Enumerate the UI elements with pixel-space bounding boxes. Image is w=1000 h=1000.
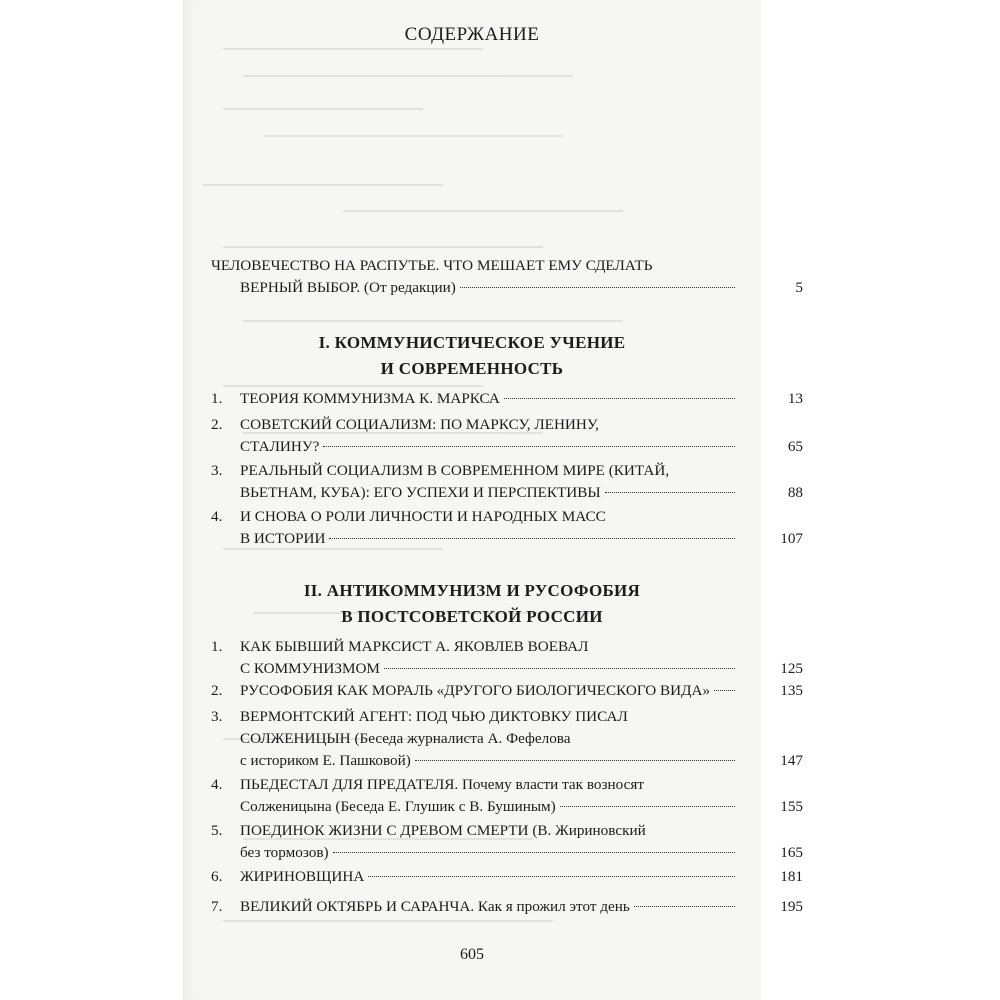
- toc-page-number: 147: [780, 752, 803, 769]
- toc-entry-text: РУСОФОБИЯ КАК МОРАЛЬ «ДРУГОГО БИОЛОГИЧЕСКОГО ВИДА»: [240, 682, 711, 699]
- toc-entry: [211, 896, 803, 918]
- section-heading-line: В ПОСТСОВЕТСКОЙ РОССИИ: [341, 607, 603, 626]
- toc-entry: [211, 506, 803, 550]
- dot-leader: [323, 446, 735, 447]
- toc-page-number: 88: [787, 484, 803, 501]
- toc-page-number: 195: [780, 898, 803, 915]
- section-heading: [183, 330, 761, 382]
- toc-entry-text: ВЕРМОНТСКИЙ АГЕНТ: ПОД ЧЬЮ ДИКТОВКУ ПИСАЛ: [240, 708, 628, 725]
- toc-page-number: 155: [780, 798, 803, 815]
- toc-page-number: 107: [780, 530, 803, 547]
- toc-entry-number: 3.: [211, 462, 223, 479]
- toc-entry-text: СОЛЖЕНИЦЫН (Беседа журналиста А. Фефелова: [240, 730, 571, 747]
- toc-entry-number: 1.: [211, 638, 223, 655]
- toc-page-number: 181: [780, 868, 803, 885]
- toc-entry-text: ПОЕДИНОК ЖИЗНИ С ДРЕВОМ СМЕРТИ (В. Жириновский: [240, 822, 646, 839]
- toc-page-number: 13: [787, 390, 803, 407]
- dot-leader: [368, 876, 735, 877]
- toc-entry-text: С КОММУНИЗМОМ: [240, 660, 380, 677]
- dot-leader: [560, 806, 735, 807]
- toc-entry-intro: [211, 255, 803, 299]
- toc-entry-text: КАК БЫВШИЙ МАРКСИСТ А. ЯКОВЛЕВ ВОЕВАЛ: [240, 638, 589, 655]
- toc-entry: [211, 866, 803, 888]
- dot-leader: [504, 398, 735, 399]
- toc-entry-number: 4.: [211, 776, 223, 793]
- toc-entry-text: ВЕРНЫЙ ВЫБОР. (От редакции): [240, 279, 456, 296]
- toc-page-number: 165: [780, 844, 803, 861]
- toc-entry-text: СОВЕТСКИЙ СОЦИАЛИЗМ: ПО МАРКСУ, ЛЕНИНУ,: [240, 416, 599, 433]
- toc-entry-text: без тормозов): [240, 844, 329, 861]
- toc-entry-text: ТЕОРИЯ КОММУНИЗМА К. МАРКСА: [240, 390, 500, 407]
- dot-leader: [634, 906, 735, 907]
- toc-entry-text: с историком Е. Пашковой): [240, 752, 411, 769]
- toc-entry-text: В ИСТОРИИ: [240, 530, 326, 547]
- toc-entry-text: СТАЛИНУ?: [240, 438, 320, 455]
- toc-entry-text: ВЬЕТНАМ, КУБА): ЕГО УСПЕХИ И ПЕРСПЕКТИВЫ: [240, 484, 601, 501]
- book-page: [183, 0, 803, 1000]
- toc-entry: [211, 706, 803, 772]
- page-title: СОДЕРЖАНИЕ: [404, 24, 540, 45]
- toc-page-number: 125: [780, 660, 803, 677]
- toc-entry: [211, 414, 803, 458]
- toc-entry: [211, 680, 803, 702]
- toc-entry-number: 2.: [211, 416, 223, 433]
- toc-entry-number: 4.: [211, 508, 223, 525]
- dot-leader: [415, 760, 735, 761]
- toc-entry: [211, 774, 803, 818]
- toc-page-number: 135: [780, 682, 803, 699]
- toc-entry-text: ПЬЕДЕСТАЛ ДЛЯ ПРЕДАТЕЛЯ. Почему власти так возносят: [240, 776, 644, 793]
- section-heading-line: I. КОММУНИСТИЧЕСКОЕ УЧЕНИЕ: [318, 333, 626, 352]
- section-heading-line: И СОВРЕМЕННОСТЬ: [380, 359, 564, 378]
- dot-leader: [333, 852, 735, 853]
- toc-entry-number: 1.: [211, 390, 223, 407]
- toc-entry-text: Солженицына (Беседа Е. Глушик с В. Бушиным): [240, 798, 556, 815]
- toc-entry-text: РЕАЛЬНЫЙ СОЦИАЛИЗМ В СОВРЕМЕННОМ МИРЕ (КИТАЙ,: [240, 462, 670, 479]
- toc-entry-number: 2.: [211, 682, 223, 699]
- toc-entry: [211, 388, 803, 410]
- section-heading-line: II. АНТИКОММУНИЗМ И РУСОФОБИЯ: [303, 581, 641, 600]
- dot-leader: [384, 668, 735, 669]
- page-number: 605: [460, 946, 484, 963]
- toc-entry-number: 3.: [211, 708, 223, 725]
- toc-entry-text: ЧЕЛОВЕЧЕСТВО НА РАСПУТЬЕ. ЧТО МЕШАЕТ ЕМУ СДЕЛАТЬ: [211, 257, 653, 274]
- toc-entry-text: ВЕЛИКИЙ ОКТЯБРЬ И САРАНЧА. Как я прожил этот день: [240, 898, 630, 915]
- toc-entry-number: 6.: [211, 868, 223, 885]
- dot-leader: [605, 492, 735, 493]
- dot-leader: [460, 287, 735, 288]
- dot-leader: [329, 538, 735, 539]
- toc-entry-text: ЖИРИНОВЩИНА: [240, 868, 365, 885]
- toc-entry: [211, 820, 803, 864]
- toc-entry: [211, 636, 803, 680]
- toc-entry: [211, 460, 803, 504]
- dot-leader: [714, 690, 735, 691]
- toc-entry-number: 5.: [211, 822, 223, 839]
- toc-entry-text: И СНОВА О РОЛИ ЛИЧНОСТИ И НАРОДНЫХ МАСС: [240, 508, 606, 525]
- toc-entry-number: 7.: [211, 898, 223, 915]
- section-heading: [183, 578, 761, 630]
- toc-page-number: 65: [787, 438, 803, 455]
- toc-page-number: 5: [795, 279, 803, 296]
